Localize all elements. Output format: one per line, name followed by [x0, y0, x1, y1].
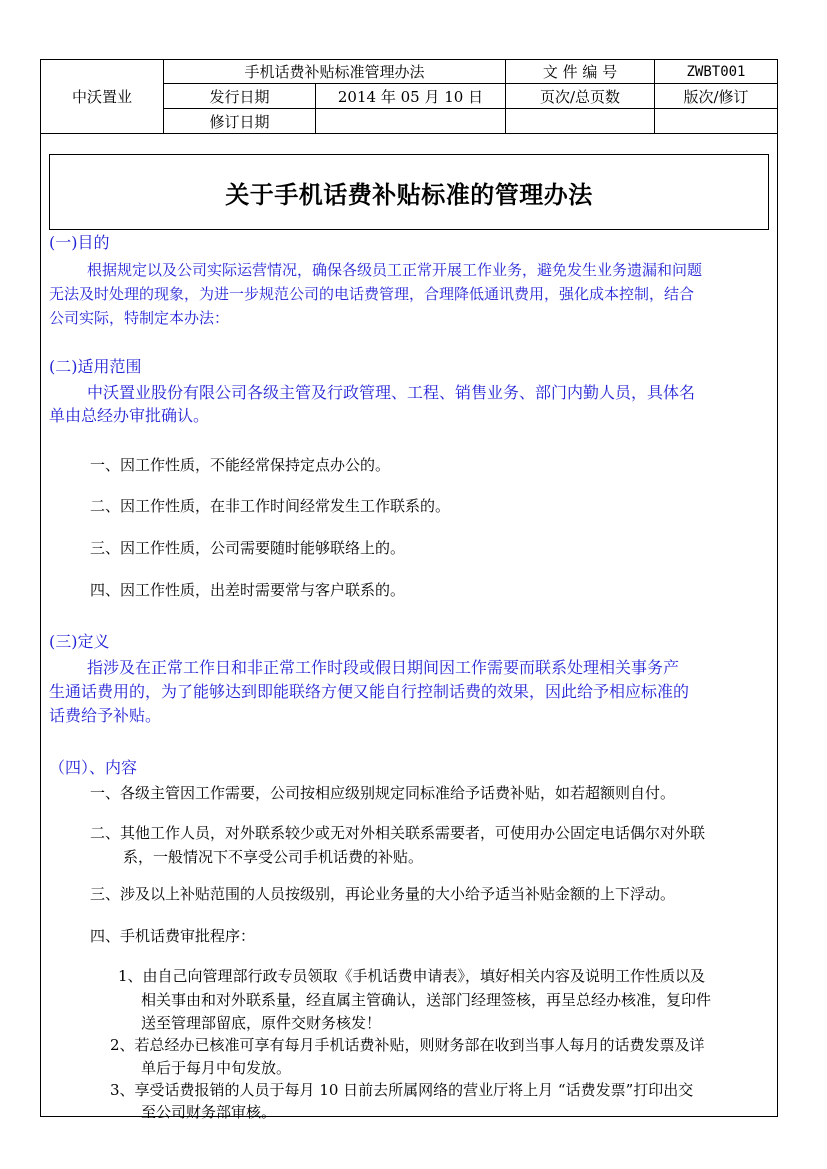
- step-1-line-1: 1、由自己向管理部行政专员领取《手机话费申请表》，填好相关内容及说明工作性质以及: [118, 967, 706, 985]
- content-item-2-line-2: 系，一般情况下不享受公司手机话费的补贴。: [123, 848, 424, 866]
- document-header-table: [40, 59, 778, 134]
- section-content-heading: （四）、内容: [49, 758, 138, 777]
- step-3-line-2: 至公司财务部审核。: [141, 1103, 277, 1121]
- version-label: 版次/修订: [654, 83, 778, 109]
- section-definition-heading: (三)定义: [49, 632, 110, 651]
- scope-item-2: 二、因工作性质，在非工作时间经常发生工作联系的。: [90, 497, 451, 515]
- section-scope-heading: (二)适用范围: [49, 357, 142, 376]
- step-2-line-2: 单后于每月中旬发放。: [141, 1059, 292, 1077]
- scope-item-4: 四、因工作性质，出差时需要常与客户联系的。: [90, 581, 406, 599]
- purpose-line-3: 公司实际，特制定本办法：: [49, 309, 230, 327]
- purpose-line-1: 根据规定以及公司实际运营情况，确保各级员工正常开展工作业务，避免发生业务遗漏和问题: [87, 261, 703, 279]
- scope-line-2: 单由总经办审批确认。: [49, 406, 210, 425]
- step-3-line-1: 3、享受话费报销的人员于每月 10 日前去所属网络的营业厅将上月 “话费发票”打印出交: [110, 1081, 694, 1099]
- step-1-line-2: 相关事由和对外联系量，经直属主管确认，送部门经理签核，再呈总经办核准，复印件: [141, 991, 712, 1009]
- document-title-box: [49, 154, 769, 230]
- issue-date-label: 发行日期: [163, 83, 316, 109]
- doc-number-value: ZWBT001: [654, 59, 778, 84]
- content-item-2-line-1: 二、其他工作人员，对外联系较少或无对外相关联系需要者，可使用办公固定电话偶尔对外联: [90, 824, 706, 842]
- step-1-line-3: 送至管理部留底，原件交财务核发！: [141, 1014, 382, 1032]
- purpose-line-2: 无法及时处理的现象，为进一步规范公司的电话费管理，合理降低通讯费用，强化成本控制，结合: [49, 285, 695, 303]
- definition-line-1: 指涉及在正常工作日和非正常工作时段或假日期间因工作需要而联系处理相关事务产: [87, 658, 680, 677]
- content-item-1: 一、各级主管因工作需要，公司按相应级别规定同标准给予话费补贴，如若超额则自付。: [90, 784, 676, 802]
- scope-item-3: 三、因工作性质，公司需要随时能够联络上的。: [90, 539, 406, 557]
- company-name: 中沃置业: [40, 59, 164, 134]
- revise-date-label: 修订日期: [163, 108, 316, 134]
- document-title: 关于手机话费补贴标准的管理办法: [225, 179, 593, 209]
- scope-line-1: 中沃置业股份有限公司各级主管及行政管理、工程、销售业务、部门内勤人员，具体名: [87, 383, 696, 402]
- content-item-4: 四、手机话费审批程序：: [90, 927, 256, 945]
- step-2-line-1: 2、若总经办已核准可享有每月手机话费补贴，则财务部在收到当事人每月的话费发票及详: [110, 1036, 705, 1054]
- page-count-value: [505, 108, 655, 134]
- definition-line-3: 话费给予补贴。: [49, 706, 162, 725]
- content-item-3: 三、涉及以上补贴范围的人员按级别，再论业务量的大小给予适当补贴金额的上下浮动。: [90, 885, 676, 903]
- scope-item-1: 一、因工作性质，不能经常保持定点办公的。: [90, 456, 391, 474]
- doc-title-cell: 手机话费补贴标准管理办法: [163, 59, 506, 84]
- definition-line-2: 生通话费用的，为了能够达到即能联络方便又能自行控制话费的效果，因此给予相应标准的: [49, 682, 690, 701]
- section-purpose-heading: (一)目的: [49, 233, 110, 252]
- page-count-label: 页次/总页数: [505, 83, 655, 109]
- revise-date-value: [315, 108, 506, 134]
- doc-number-label: 文 件 编 号: [505, 59, 655, 84]
- issue-date-value: 2014 年 05 月 10 日: [315, 83, 506, 109]
- version-value: [654, 108, 778, 134]
